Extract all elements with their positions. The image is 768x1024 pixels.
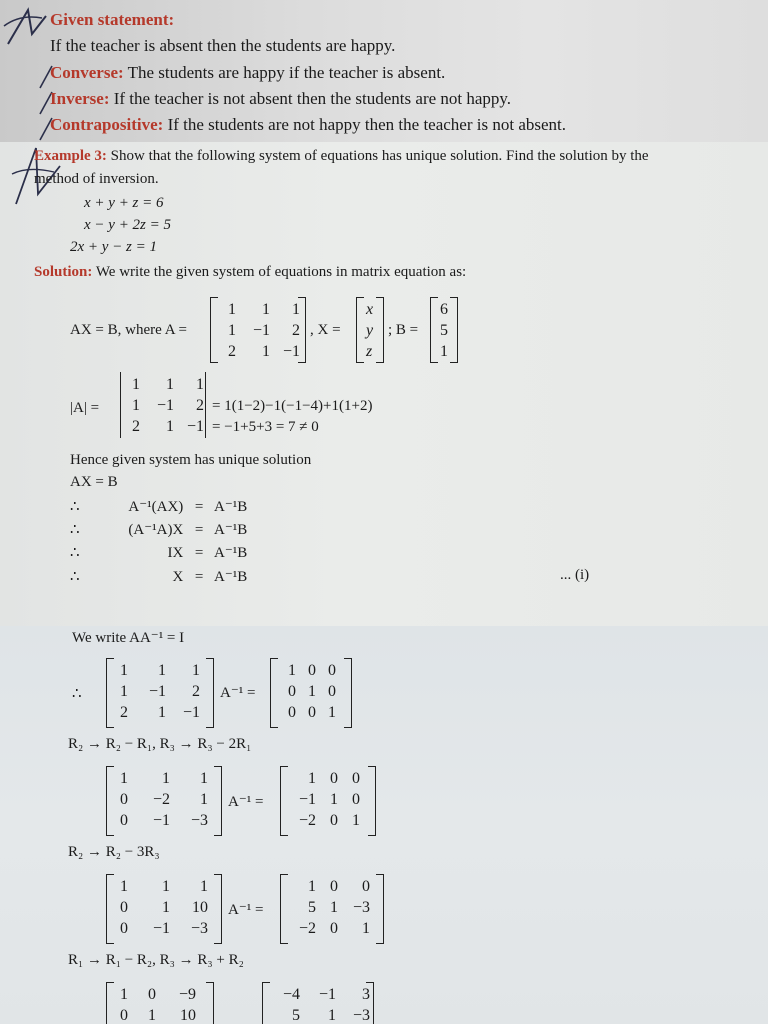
equation-3: 2x + y − z = 1 — [70, 239, 158, 255]
det-label: |A| = — [70, 400, 100, 416]
vector-b-cells — [440, 299, 448, 362]
matrix-cell: 1 — [200, 791, 208, 808]
matrix-cell: 1 — [328, 1007, 336, 1024]
matrix-cell: 1 — [288, 662, 296, 679]
equation-reference: ... (i) — [560, 567, 590, 583]
matrix-cell: 1 — [362, 920, 370, 937]
matrix-cell: 0 — [148, 986, 156, 1003]
step-0: AX = B — [70, 474, 118, 490]
matrix-cell: 1 — [166, 376, 174, 393]
matrix-cell: −1 — [182, 704, 200, 721]
statements-section — [0, 0, 768, 142]
row-operation-3: R₁ → R₁ − R₂, R₃ → R₃ + R₂ — [68, 952, 244, 968]
therefore-symbol: ∴ — [72, 686, 82, 702]
matrix-cell: 1 — [158, 662, 166, 679]
matrix-cell: 1 — [330, 899, 338, 916]
matrix-cell: y — [366, 322, 374, 339]
inversion-section — [0, 626, 768, 1024]
matrix-cell: 6 — [440, 301, 448, 318]
matrix-m0-left-cells — [116, 660, 204, 723]
matrix-cell: 1 — [308, 683, 316, 700]
matrix-cell: 5 — [308, 899, 316, 916]
matrix-cell: 1 — [308, 878, 316, 895]
matrix-cell: 5 — [440, 322, 448, 339]
matrix-cell: 5 — [292, 1007, 300, 1024]
solution-heading: Solution: We write the given system of equations in matrix equation as: — [34, 264, 467, 280]
det-line-1: = 1(1−2)−1(−1−4)+1(1+2) — [212, 398, 373, 414]
matrix-cell: −3 — [352, 899, 370, 916]
matrix-cell: 0 — [120, 899, 128, 916]
equation-1: x + y + z = 6 — [84, 195, 164, 211]
row-operation-2: R₂ → R₂ − 3R₃ — [68, 844, 160, 860]
matrix-cell: 0 — [288, 683, 296, 700]
matrix-cell: 0 — [120, 791, 128, 808]
matrix-cell: −1 — [298, 791, 316, 808]
matrix-cell: −1 — [152, 920, 170, 937]
matrix-cell: 1 — [330, 791, 338, 808]
given-statement-label: Given statement: — [50, 10, 175, 29]
matrix-m0-right-cells — [280, 660, 342, 723]
example-heading: Example 3: Show that the following system of equations has unique solution. Find the solution by the — [34, 148, 649, 164]
matrix-cell: 0 — [308, 704, 316, 721]
matrix-cell: 1 — [166, 418, 174, 435]
matrix-cell: 0 — [120, 812, 128, 829]
step-2: ∴ (A⁻¹A)X = A⁻¹B — [70, 522, 248, 538]
det-line-2: = −1+5+3 = 7 ≠ 0 — [212, 419, 319, 435]
matrix-cell: 0 — [120, 920, 128, 937]
matrix-cell: −1 — [252, 322, 270, 339]
vector-x-cells — [366, 299, 374, 362]
matrix-cell: 1 — [120, 986, 128, 1003]
matrix-cell: 1 — [120, 662, 128, 679]
matrix-cell: 2 — [120, 704, 128, 721]
inverse-line: Inverse: If the teacher is not absent then the students are not happy. — [50, 89, 512, 108]
matrix-cell: 0 — [328, 662, 336, 679]
matrix-m2-left-cells — [116, 876, 212, 939]
matrix-cell: −9 — [178, 986, 196, 1003]
matrix-m1-right-cells — [290, 768, 366, 831]
matrix-m1-right — [280, 766, 376, 836]
matrix-cell: 1 — [200, 878, 208, 895]
matrix-cell: 0 — [330, 770, 338, 787]
matrix-cell: 1 — [162, 899, 170, 916]
matrix-cell: −4 — [282, 986, 300, 1003]
matrix-cell: 10 — [180, 1007, 196, 1024]
matrix-cell: −3 — [352, 1007, 370, 1024]
matrix-cell: 1 — [162, 770, 170, 787]
given-statement-text: If the teacher is absent then the students are happy. — [50, 36, 396, 55]
matrix-cell: 1 — [352, 812, 360, 829]
matrix-m3-left — [106, 982, 214, 1024]
matrix-cell: 2 — [132, 418, 140, 435]
step-1: ∴ A⁻¹(AX) = A⁻¹B — [70, 499, 248, 515]
matrix-m3-right — [262, 982, 374, 1024]
matrix-cell: 1 — [120, 878, 128, 895]
matrix-cell: 1 — [148, 1007, 156, 1024]
step-4: ∴ X = A⁻¹B — [70, 569, 248, 585]
a-inverse-eq: A⁻¹ = — [228, 794, 264, 810]
matrix-cell: 3 — [362, 986, 370, 1003]
matrix-cell: 0 — [352, 791, 360, 808]
matrix-cell: −1 — [152, 812, 170, 829]
matrix-m2-right — [280, 874, 384, 944]
example-section — [0, 142, 768, 626]
matrix-cell: 1 — [120, 683, 128, 700]
pen-mark-icon — [2, 4, 50, 48]
matrix-a-cells — [220, 299, 300, 362]
matrix-m1-left — [106, 766, 222, 836]
matrix-cell: −3 — [190, 812, 208, 829]
contrapositive-line: Contrapositive: If the students are not happy then the teacher is not absent. — [50, 115, 567, 134]
step-3: ∴ IX = A⁻¹B — [70, 545, 248, 561]
matrix-cell: 10 — [192, 899, 208, 916]
matrix-cell: −1 — [156, 397, 174, 414]
matrix-cell: 1 — [162, 878, 170, 895]
matrix-cell: 1 — [228, 322, 236, 339]
matrix-cell: 1 — [132, 397, 140, 414]
matrix-m0-right — [270, 658, 352, 728]
vector-x — [356, 297, 384, 363]
determinant-a-cells — [128, 374, 204, 437]
matrix-cell: 1 — [262, 343, 270, 360]
matrix-m0-left — [106, 658, 214, 728]
matrix-cell: −2 — [298, 812, 316, 829]
matrix-cell: 1 — [308, 770, 316, 787]
matrix-cell: −1 — [186, 418, 204, 435]
matrix-cell: 1 — [228, 301, 236, 318]
matrix-cell: 0 — [330, 812, 338, 829]
matrix-cell: 0 — [308, 662, 316, 679]
matrix-cell: 0 — [362, 878, 370, 895]
matrix-cell: −2 — [152, 791, 170, 808]
matrix-cell: 2 — [292, 322, 300, 339]
ax-where-label: AX = B, where A = — [70, 322, 187, 338]
matrix-cell: 1 — [200, 770, 208, 787]
converse-line: Converse: The students are happy if the teacher is absent. — [50, 63, 446, 82]
matrix-cell: 1 — [328, 704, 336, 721]
matrix-cell: −1 — [318, 986, 336, 1003]
vector-b — [430, 297, 458, 363]
matrix-cell: 1 — [196, 376, 204, 393]
hence-text: Hence given system has unique solution — [70, 452, 312, 468]
matrix-cell: 1 — [292, 301, 300, 318]
matrix-cell: 1 — [158, 704, 166, 721]
matrix-cell: 1 — [440, 343, 448, 360]
matrix-cell: 1 — [120, 770, 128, 787]
matrix-cell: x — [366, 301, 374, 318]
matrix-cell: −3 — [190, 920, 208, 937]
example-text-2: method of inversion. — [34, 171, 159, 187]
matrix-cell: 1 — [262, 301, 270, 318]
x-eq-label: , X = — [310, 322, 341, 338]
matrix-m2-right-cells — [290, 876, 374, 939]
matrix-cell: 2 — [228, 343, 236, 360]
matrix-m1-left-cells — [116, 768, 212, 831]
matrix-cell: 0 — [288, 704, 296, 721]
matrix-cell: z — [366, 343, 373, 360]
b-eq-label: ; B = — [388, 322, 419, 338]
a-inverse-eq: A⁻¹ = — [228, 902, 264, 918]
determinant-a — [118, 372, 208, 438]
matrix-cell: 0 — [352, 770, 360, 787]
matrix-cell: −1 — [282, 343, 300, 360]
matrix-cell: 1 — [132, 376, 140, 393]
matrix-cell: 0 — [120, 1007, 128, 1024]
matrix-a — [210, 297, 306, 363]
matrix-cell: 0 — [328, 683, 336, 700]
matrix-cell: −1 — [148, 683, 166, 700]
matrix-m2-left — [106, 874, 222, 944]
matrix-cell: −2 — [298, 920, 316, 937]
matrix-cell: 2 — [192, 683, 200, 700]
matrix-cell: 1 — [192, 662, 200, 679]
inversion-intro: We write AA⁻¹ = I — [72, 630, 185, 646]
matrix-cell: 2 — [196, 397, 204, 414]
matrix-cell: 0 — [330, 920, 338, 937]
equation-2: x − y + 2z = 5 — [84, 217, 172, 233]
matrix-cell: 0 — [330, 878, 338, 895]
row-operation-1: R₂ → R₂ − R₁, R₃ → R₃ − 2R₁ — [68, 736, 252, 752]
a-inverse-eq: A⁻¹ = — [220, 685, 256, 701]
